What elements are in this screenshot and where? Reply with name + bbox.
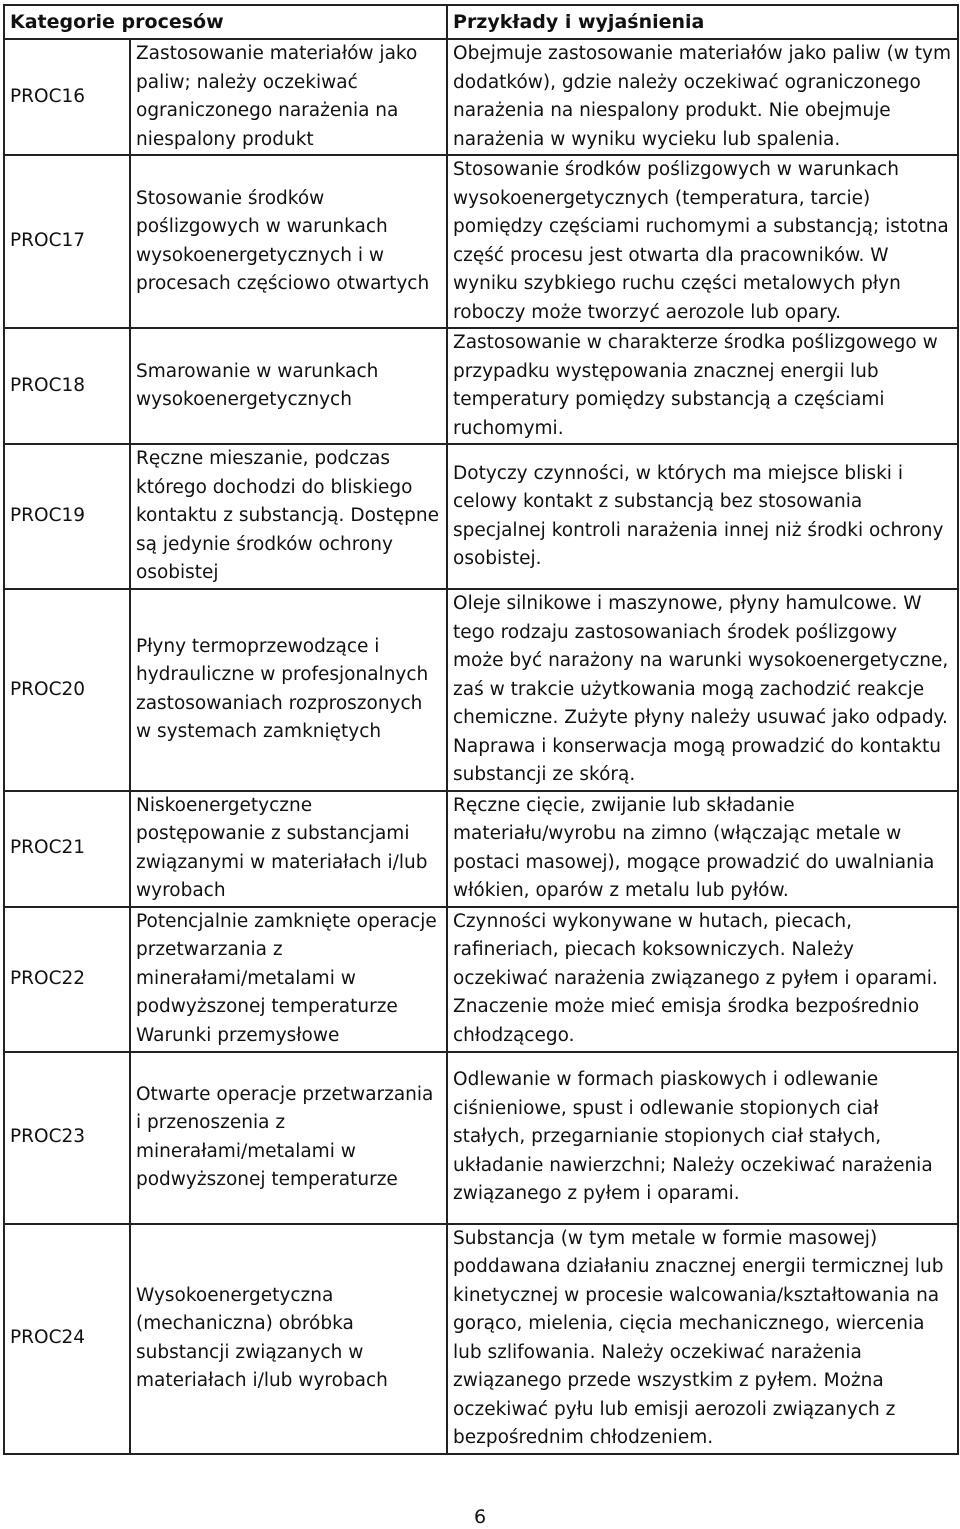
process-code: PROC17 bbox=[4, 155, 130, 328]
process-category: Potencjalnie zamknięte operacje przetwarzania z minerałami/metalami w podwyższonej temperaturze Warunki przemysłowe bbox=[130, 907, 447, 1052]
table-row-proc18 bbox=[4, 328, 958, 444]
process-code: PROC22 bbox=[4, 907, 130, 1052]
table-row-proc19 bbox=[4, 444, 958, 589]
header-process-categories: Kategorie procesów bbox=[4, 5, 447, 39]
process-category: Otwarte operacje przetwarzania i przenoszenia z minerałami/metalami w podwyższonej temperaturze bbox=[130, 1052, 447, 1224]
process-examples: Oleje silnikowe i maszynowe, płyny hamulcowe. W tego rodzaju zastosowaniach środek poślizgowy może być narażony na warunki wysokoenergetyczne, zaś w trakcie użytkowania mogą zachodzić reakcje chemiczne. Zużyte płyny należy usuwać jako odpady. Naprawa i konserwacja mogą prowadzić do kontaktu substancji ze skórą. bbox=[447, 589, 958, 791]
process-category: Ręczne mieszanie, podczas którego dochodzi do bliskiego kontaktu z substancją. Dostępne są jedynie środków ochrony osobistej bbox=[130, 444, 447, 589]
process-category: Wysokoenergetyczna (mechaniczna) obróbka substancji związanych w materiałach i/lub wyrobach bbox=[130, 1224, 447, 1454]
process-category: Stosowanie środków poślizgowych w warunkach wysokoenergetycznych i w procesach częściowo otwartych bbox=[130, 155, 447, 328]
process-examples: Czynności wykonywane w hutach, piecach, rafineriach, piecach koksowniczych. Należy oczekiwać narażenia związanego z pyłem i oparami. Znaczenie może mieć emisja środka bezpośrednio chłodzącego. bbox=[447, 907, 958, 1052]
process-category: Zastosowanie materiałów jako paliw; należy oczekiwać ograniczonego narażenia na niespalony produkt bbox=[130, 39, 447, 155]
table-row-proc22 bbox=[4, 907, 958, 1052]
process-examples: Zastosowanie w charakterze środka poślizgowego w przypadku występowania znacznej energii lub temperatury pomiędzy substancją a częściami ruchomymi. bbox=[447, 328, 958, 444]
process-category: Smarowanie w warunkach wysokoenergetycznych bbox=[130, 328, 447, 444]
process-code: PROC16 bbox=[4, 39, 130, 155]
process-examples: Stosowanie środków poślizgowych w warunkach wysokoenergetycznych (temperatura, tarcie) pomiędzy częściami ruchomymi a substancją; istotna część procesu jest otwarta dla pracowników. W wyniku szybkiego ruchu części metalowych płyn roboczy może tworzyć aerozole lub opary. bbox=[447, 155, 958, 328]
table-row-proc21 bbox=[4, 791, 958, 907]
process-code: PROC20 bbox=[4, 589, 130, 791]
table-row-proc17 bbox=[4, 155, 958, 328]
process-code: PROC23 bbox=[4, 1052, 130, 1224]
process-examples: Ręczne cięcie, zwijanie lub składanie materiału/wyrobu na zimno (włączając metale w postaci masowej), mogące prowadzić do uwalniania włókien, oparów z metalu lub pyłów. bbox=[447, 791, 958, 907]
process-examples: Obejmuje zastosowanie materiałów jako paliw (w tym dodatków), gdzie należy oczekiwać ograniczonego narażenia na niespalony produkt. Nie obejmuje narażenia w wyniku wycieku lub spalenia. bbox=[447, 39, 958, 155]
process-code: PROC24 bbox=[4, 1224, 130, 1454]
table-header-row bbox=[4, 5, 958, 39]
table-row-proc24 bbox=[4, 1224, 958, 1454]
process-examples: Dotyczy czynności, w których ma miejsce bliski i celowy kontakt z substancją bez stosowania specjalnej kontroli narażenia innej niż środki ochrony osobistej. bbox=[447, 444, 958, 589]
process-categories-table bbox=[3, 4, 959, 1455]
table-row-proc16 bbox=[4, 39, 958, 155]
process-category: Niskoenergetyczne postępowanie z substancjami związanymi w materiałach i/lub wyrobach bbox=[130, 791, 447, 907]
table-row-proc20 bbox=[4, 589, 958, 791]
process-code: PROC21 bbox=[4, 791, 130, 907]
process-examples: Odlewanie w formach piaskowych i odlewanie ciśnieniowe, spust i odlewanie stopionych ciał stałych, przegarnianie stopionych ciał stałych, układanie nawierzchni; Należy oczekiwać narażenia związanego z pyłem i oparami. bbox=[447, 1052, 958, 1224]
process-code: PROC19 bbox=[4, 444, 130, 589]
header-examples: Przykłady i wyjaśnienia bbox=[447, 5, 958, 39]
page-number: 6 bbox=[473, 1506, 487, 1528]
table-row-proc23 bbox=[4, 1052, 958, 1224]
process-category: Płyny termoprzewodzące i hydrauliczne w profesjonalnych zastosowaniach rozproszonych w systemach zamkniętych bbox=[130, 589, 447, 791]
process-code: PROC18 bbox=[4, 328, 130, 444]
process-examples: Substancja (w tym metale w formie masowej) poddawana działaniu znacznej energii termicznej lub kinetycznej w procesie walcowania/kształtowania na gorąco, mielenia, cięcia mechanicznego, wiercenia lub szlifowania. Należy oczekiwać narażenia związanego przede wszystkim z pyłem. Można oczekiwać pyłu lub emisji aerozoli związanych z bezpośrednim chłodzeniem. bbox=[447, 1224, 958, 1454]
